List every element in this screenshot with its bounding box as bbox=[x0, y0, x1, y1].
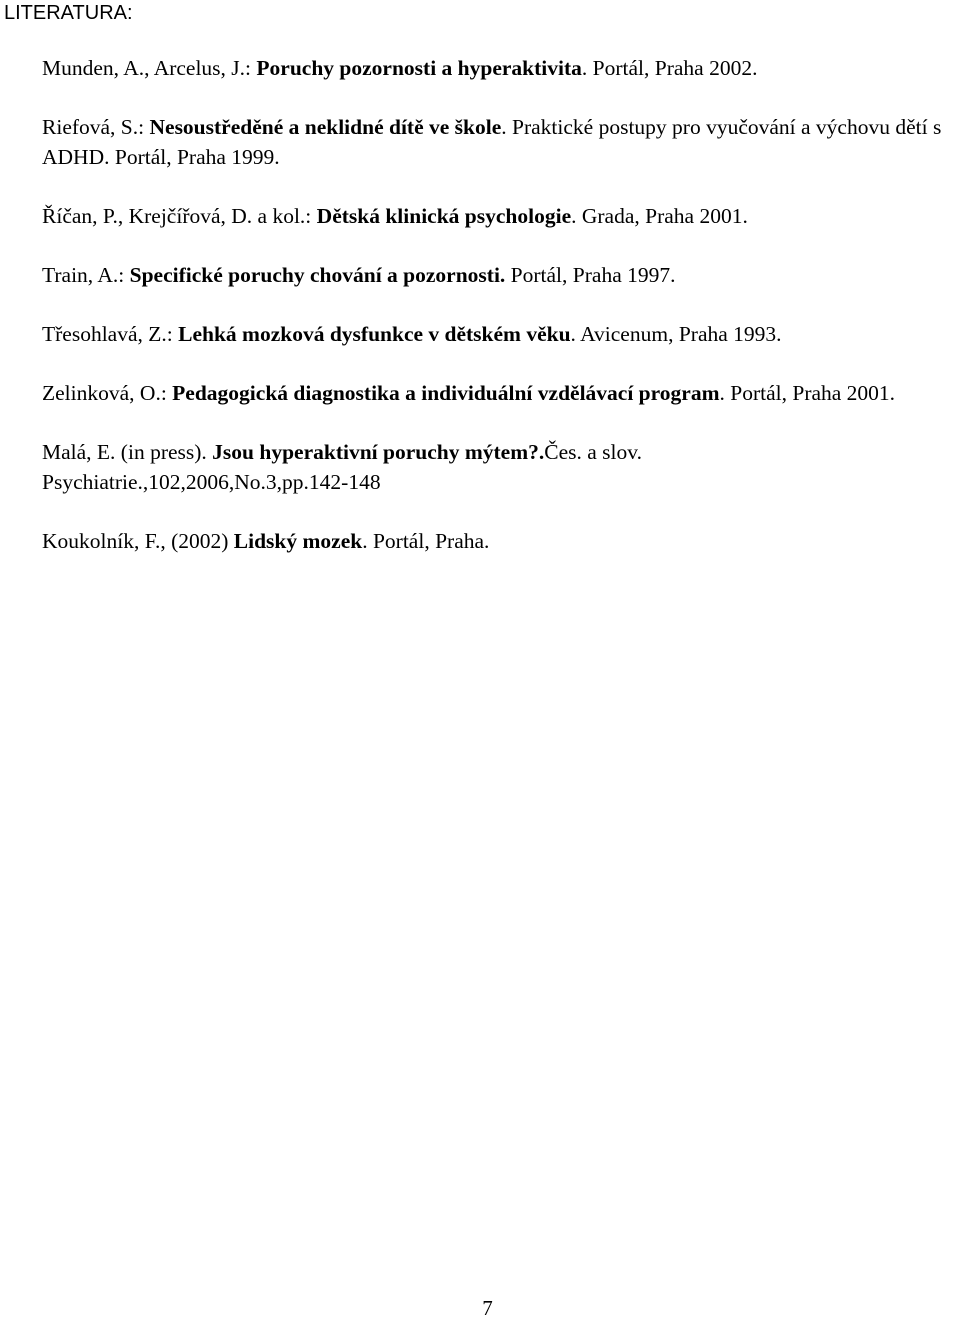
reference-publisher: . Portál, Praha 2001. bbox=[719, 381, 896, 405]
reference-item bbox=[42, 201, 952, 231]
reference-title: Lidský mozek bbox=[233, 529, 363, 553]
page-number: 7 bbox=[482, 1296, 493, 1320]
reference-author: Třesohlavá, Z.: bbox=[42, 322, 179, 346]
reference-publisher: Čes. a slov. Psychiatrie.,102,2006,No.3,pp.142-148 bbox=[42, 440, 642, 494]
reference-title: Jsou hyperaktivní poruchy mýtem?. bbox=[212, 440, 545, 464]
reference-publisher: Portál, Praha 1997. bbox=[505, 263, 676, 287]
reference-author: Munden, A., Arcelus, J.: bbox=[42, 56, 257, 80]
reference-author: Train, A.: bbox=[42, 263, 130, 287]
reference-item bbox=[42, 526, 952, 556]
reference-publisher: . Grada, Praha 2001. bbox=[571, 204, 748, 228]
reference-author: Říčan, P., Krejčířová, D. a kol.: bbox=[42, 204, 317, 228]
reference-item bbox=[42, 112, 952, 172]
reference-title: Pedagogická diagnostika a individuální vzdělávací program bbox=[172, 381, 720, 405]
reference-title: Dětská klinická psychologie bbox=[316, 204, 572, 228]
reference-item bbox=[42, 378, 952, 408]
reference-title: Poruchy pozornosti a hyperaktivita bbox=[256, 56, 582, 80]
reference-item bbox=[42, 319, 952, 349]
reference-title: Lehká mozková dysfunkce v dětském věku bbox=[178, 322, 571, 346]
reference-title: Specifické poruchy chování a pozornosti. bbox=[129, 263, 506, 287]
reference-author: Koukolník, F., (2002) bbox=[42, 529, 234, 553]
reference-item bbox=[42, 437, 952, 497]
reference-publisher: . Portál, Praha 2002. bbox=[581, 56, 758, 80]
reference-list bbox=[42, 53, 952, 556]
reference-item bbox=[42, 260, 952, 290]
section-heading: LITERATURA: bbox=[4, 2, 133, 24]
reference-publisher: . Praktické postupy pro vyučování a výchovu dětí s ADHD. Portál, Praha 1999. bbox=[42, 115, 942, 169]
reference-title: Nesoustředěné a neklidné dítě ve škole bbox=[149, 115, 502, 139]
reference-publisher: . Portál, Praha. bbox=[362, 529, 490, 553]
reference-author: Riefová, S.: bbox=[42, 115, 150, 139]
reference-author: Malá, E. (in press). bbox=[42, 440, 213, 464]
reference-author: Zelinková, O.: bbox=[42, 381, 173, 405]
reference-publisher: . Avicenum, Praha 1993. bbox=[570, 322, 782, 346]
reference-item bbox=[42, 53, 952, 83]
